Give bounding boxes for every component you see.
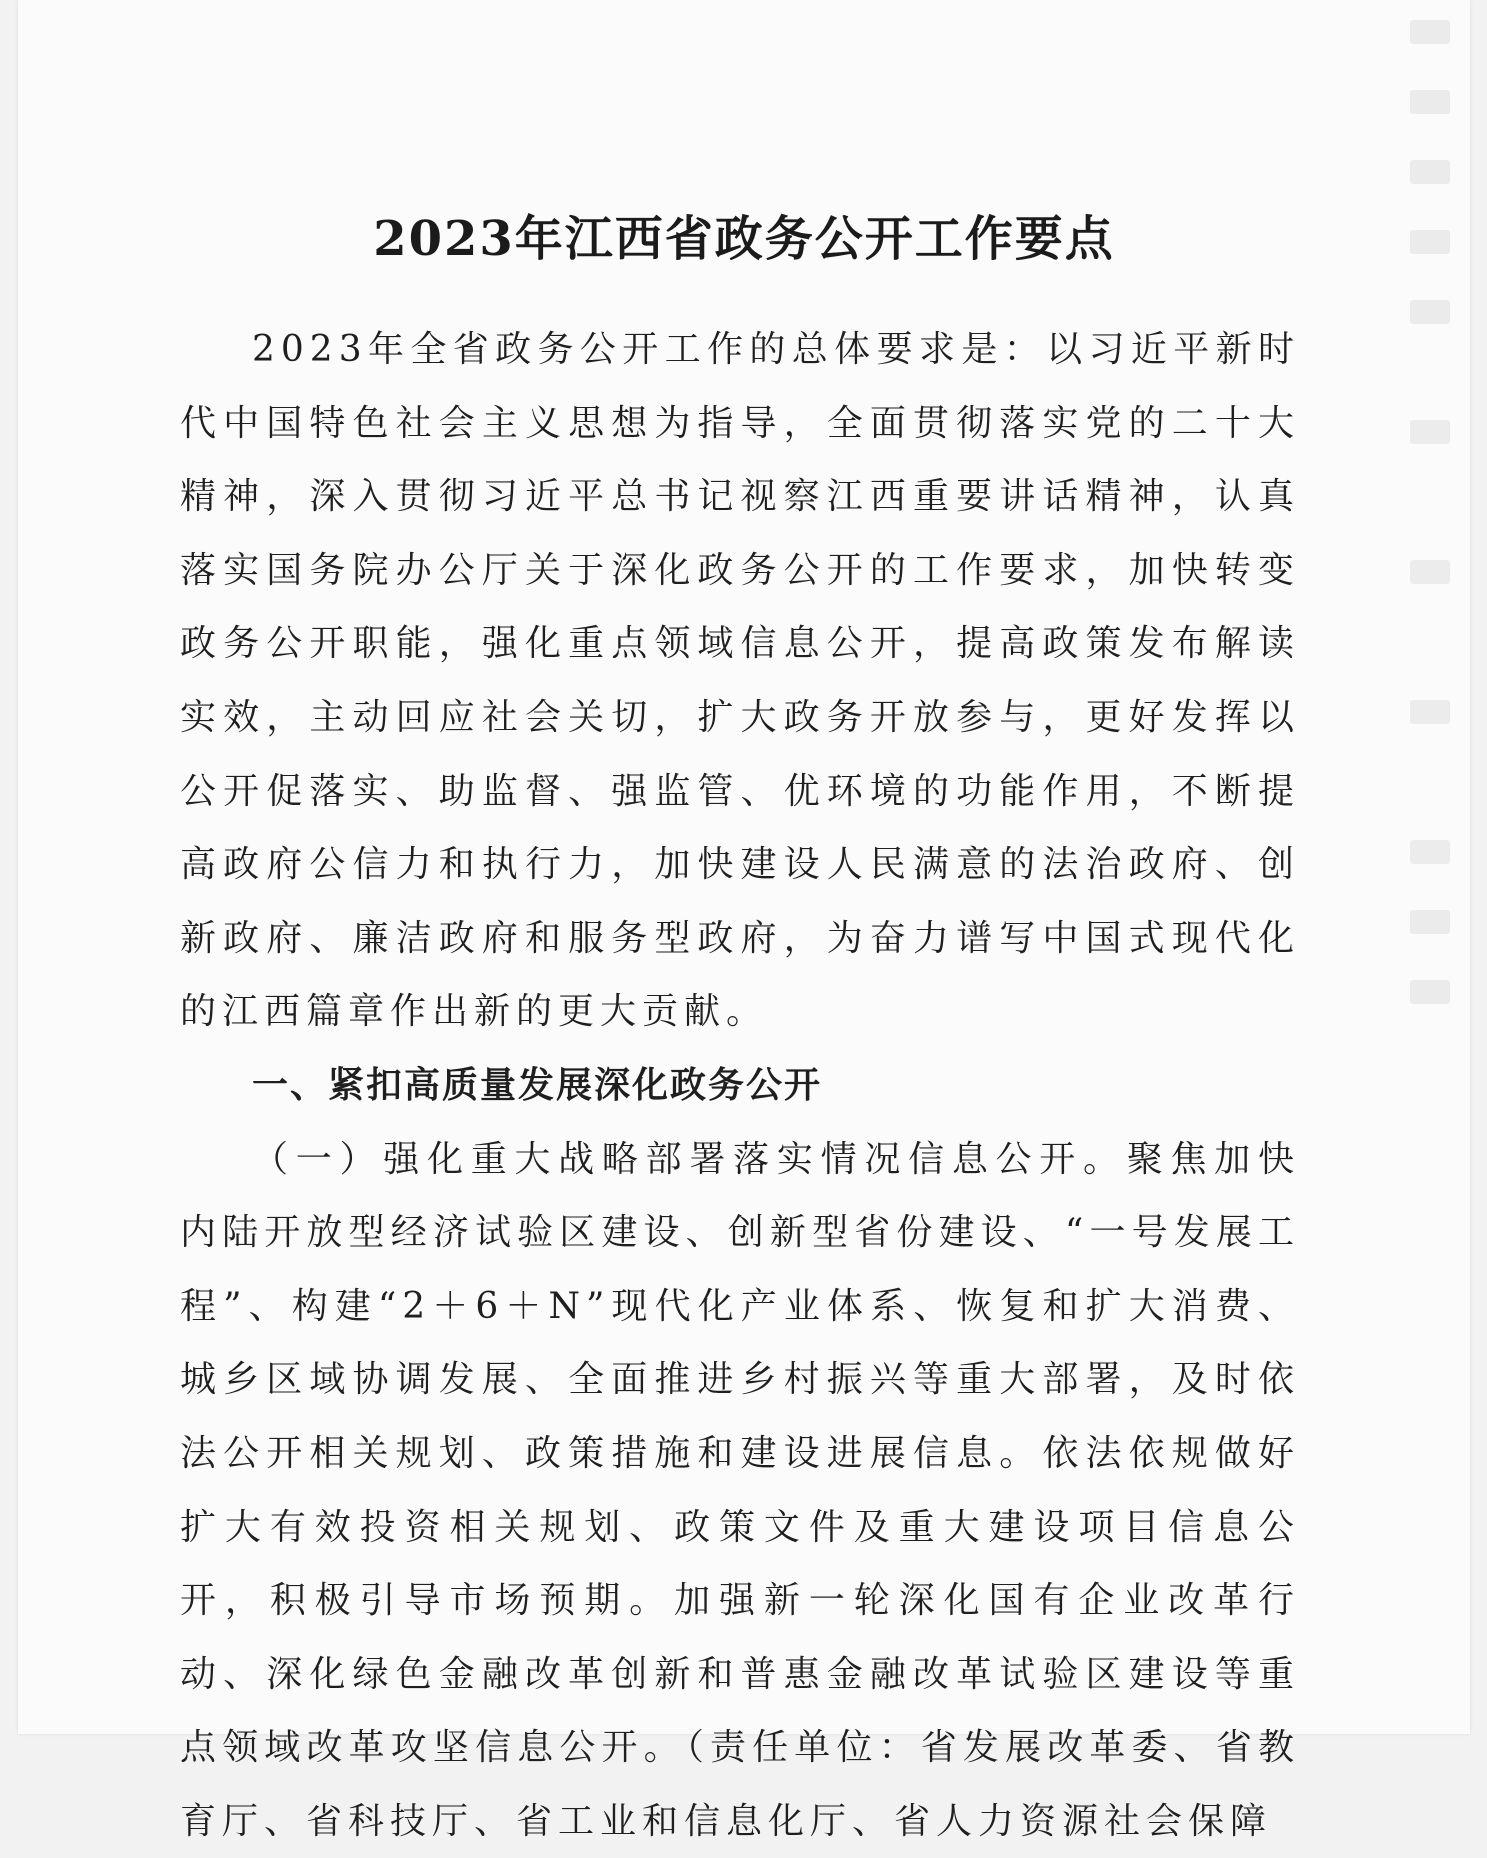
item-paragraph-1: （一）强化重大战略部署落实情况信息公开。聚焦加快内陆开放型经济试验区建设、创新型省份建设、“一号发展工程”、构建“2＋6＋N”现代化产业体系、恢复和扩大消费、城乡区域协调发展、全面推进乡村振兴等重大部署，及时依法公开相关规划、政策措施和建设进展信息。依法依规做好扩大有效投资相关规划、政策文件及重大建设项目信息公开，积极引导市场预期。加强新一轮深化国有企业改革行动、深化绿色金融改革创新和普惠金融改革试验区建设等重点领域改革攻坚信息公开。（责任单位：省发展改革委、省教育厅、省科技厅、省工业和信息化厅、省人力资源社会保障 (180, 1138, 1300, 1842)
intro-paragraph: 2023年全省政务公开工作的总体要求是：以习近平新时代中国特色社会主义思想为指导，全面贯彻落实党的二十大精神，深入贯彻习近平总书记视察江西重要讲话精神，认真落实国务院办公厅关于深化政务公开的工作要求，加快转变政务公开职能，强化重点领域信息公开，提高政策发布解读实效，主动回应社会关切，扩大政务开放参与，更好发挥以公开促落实、助监督、强监管、优环境的功能作用，不断提高政府公信力和执行力，加快建设人民满意的法治政府、创新政府、廉洁政府和服务型政府，为奋力谱写中国式现代化的江西篇章作出新的更大贡献。 (180, 329, 1300, 1033)
section-heading-1: 一、紧扣高质量发展深化政务公开 (252, 1064, 823, 1106)
document-body (180, 313, 1300, 1858)
document-page (18, 0, 1470, 1842)
bleed-through-marks (1390, 0, 1450, 1200)
document-title: 2023年江西省政务公开工作要点 (373, 211, 1115, 267)
